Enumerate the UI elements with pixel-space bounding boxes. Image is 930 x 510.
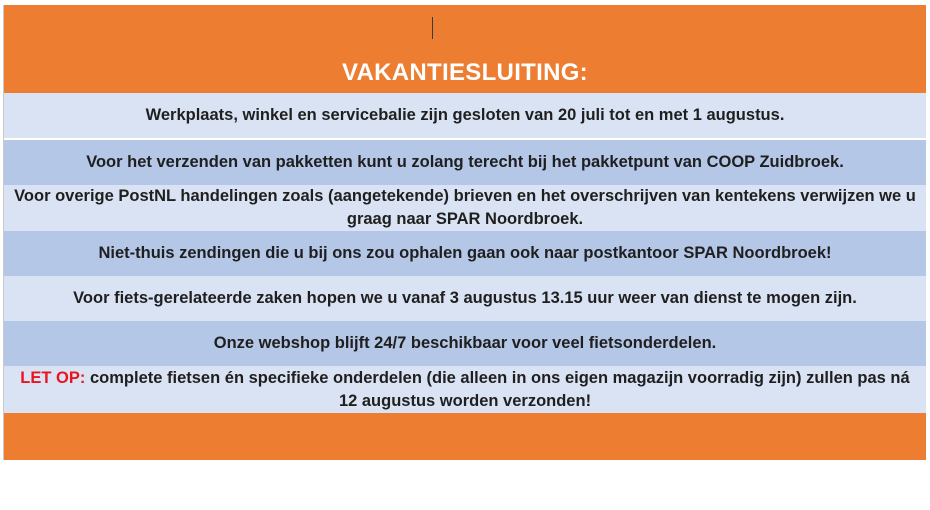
notice-line-reopening	[4, 276, 926, 321]
warning-label: LET OP:	[20, 368, 86, 387]
holiday-closure-notice	[3, 5, 926, 460]
notice-line-text: Niet-thuis zendingen die u bij ons zou ophalen gaan ook naar postkantoor SPAR Noordbroek!	[98, 244, 832, 262]
notice-line-text	[10, 367, 920, 413]
notice-line-warning	[4, 366, 926, 413]
notice-line-webshop	[4, 321, 926, 366]
notice-line-pickups	[4, 231, 926, 276]
notice-line-text: Onze webshop blijft 24/7 beschikbaar voor veel fietsonderdelen.	[213, 334, 717, 352]
notice-line-text: Voor het verzenden van pakketten kunt u zolang terecht bij het pakketpunt van COOP Zuidbroek.	[86, 153, 844, 171]
notice-line-closure-dates	[4, 93, 926, 138]
notice-line-text: Voor fiets-gerelateerde zaken hopen we u vanaf 3 augustus 13.15 uur weer van dienst te mogen zijn.	[73, 289, 857, 307]
text-cursor	[432, 17, 433, 39]
notice-footer	[4, 413, 926, 460]
notice-header	[4, 5, 926, 93]
notice-line-parcels	[4, 140, 926, 185]
notice-line-text: Werkplaats, winkel en servicebalie zijn gesloten van 20 juli tot en met 1 augustus.	[145, 106, 785, 124]
notice-line-postnl	[4, 185, 926, 231]
warning-text: complete fietsen én specifieke onderdelen (die alleen in ons eigen magazijn voorradig zijn) zullen pas ná 12 augustus worden verzonden!	[85, 368, 910, 410]
notice-line-text: Voor overige PostNL handelingen zoals (aangetekende) brieven en het overschrijven van kentekens verwijzen we u graag naar SPAR Noordbroek.	[14, 187, 916, 228]
notice-title: VAKANTIESLUITING:	[342, 59, 588, 86]
